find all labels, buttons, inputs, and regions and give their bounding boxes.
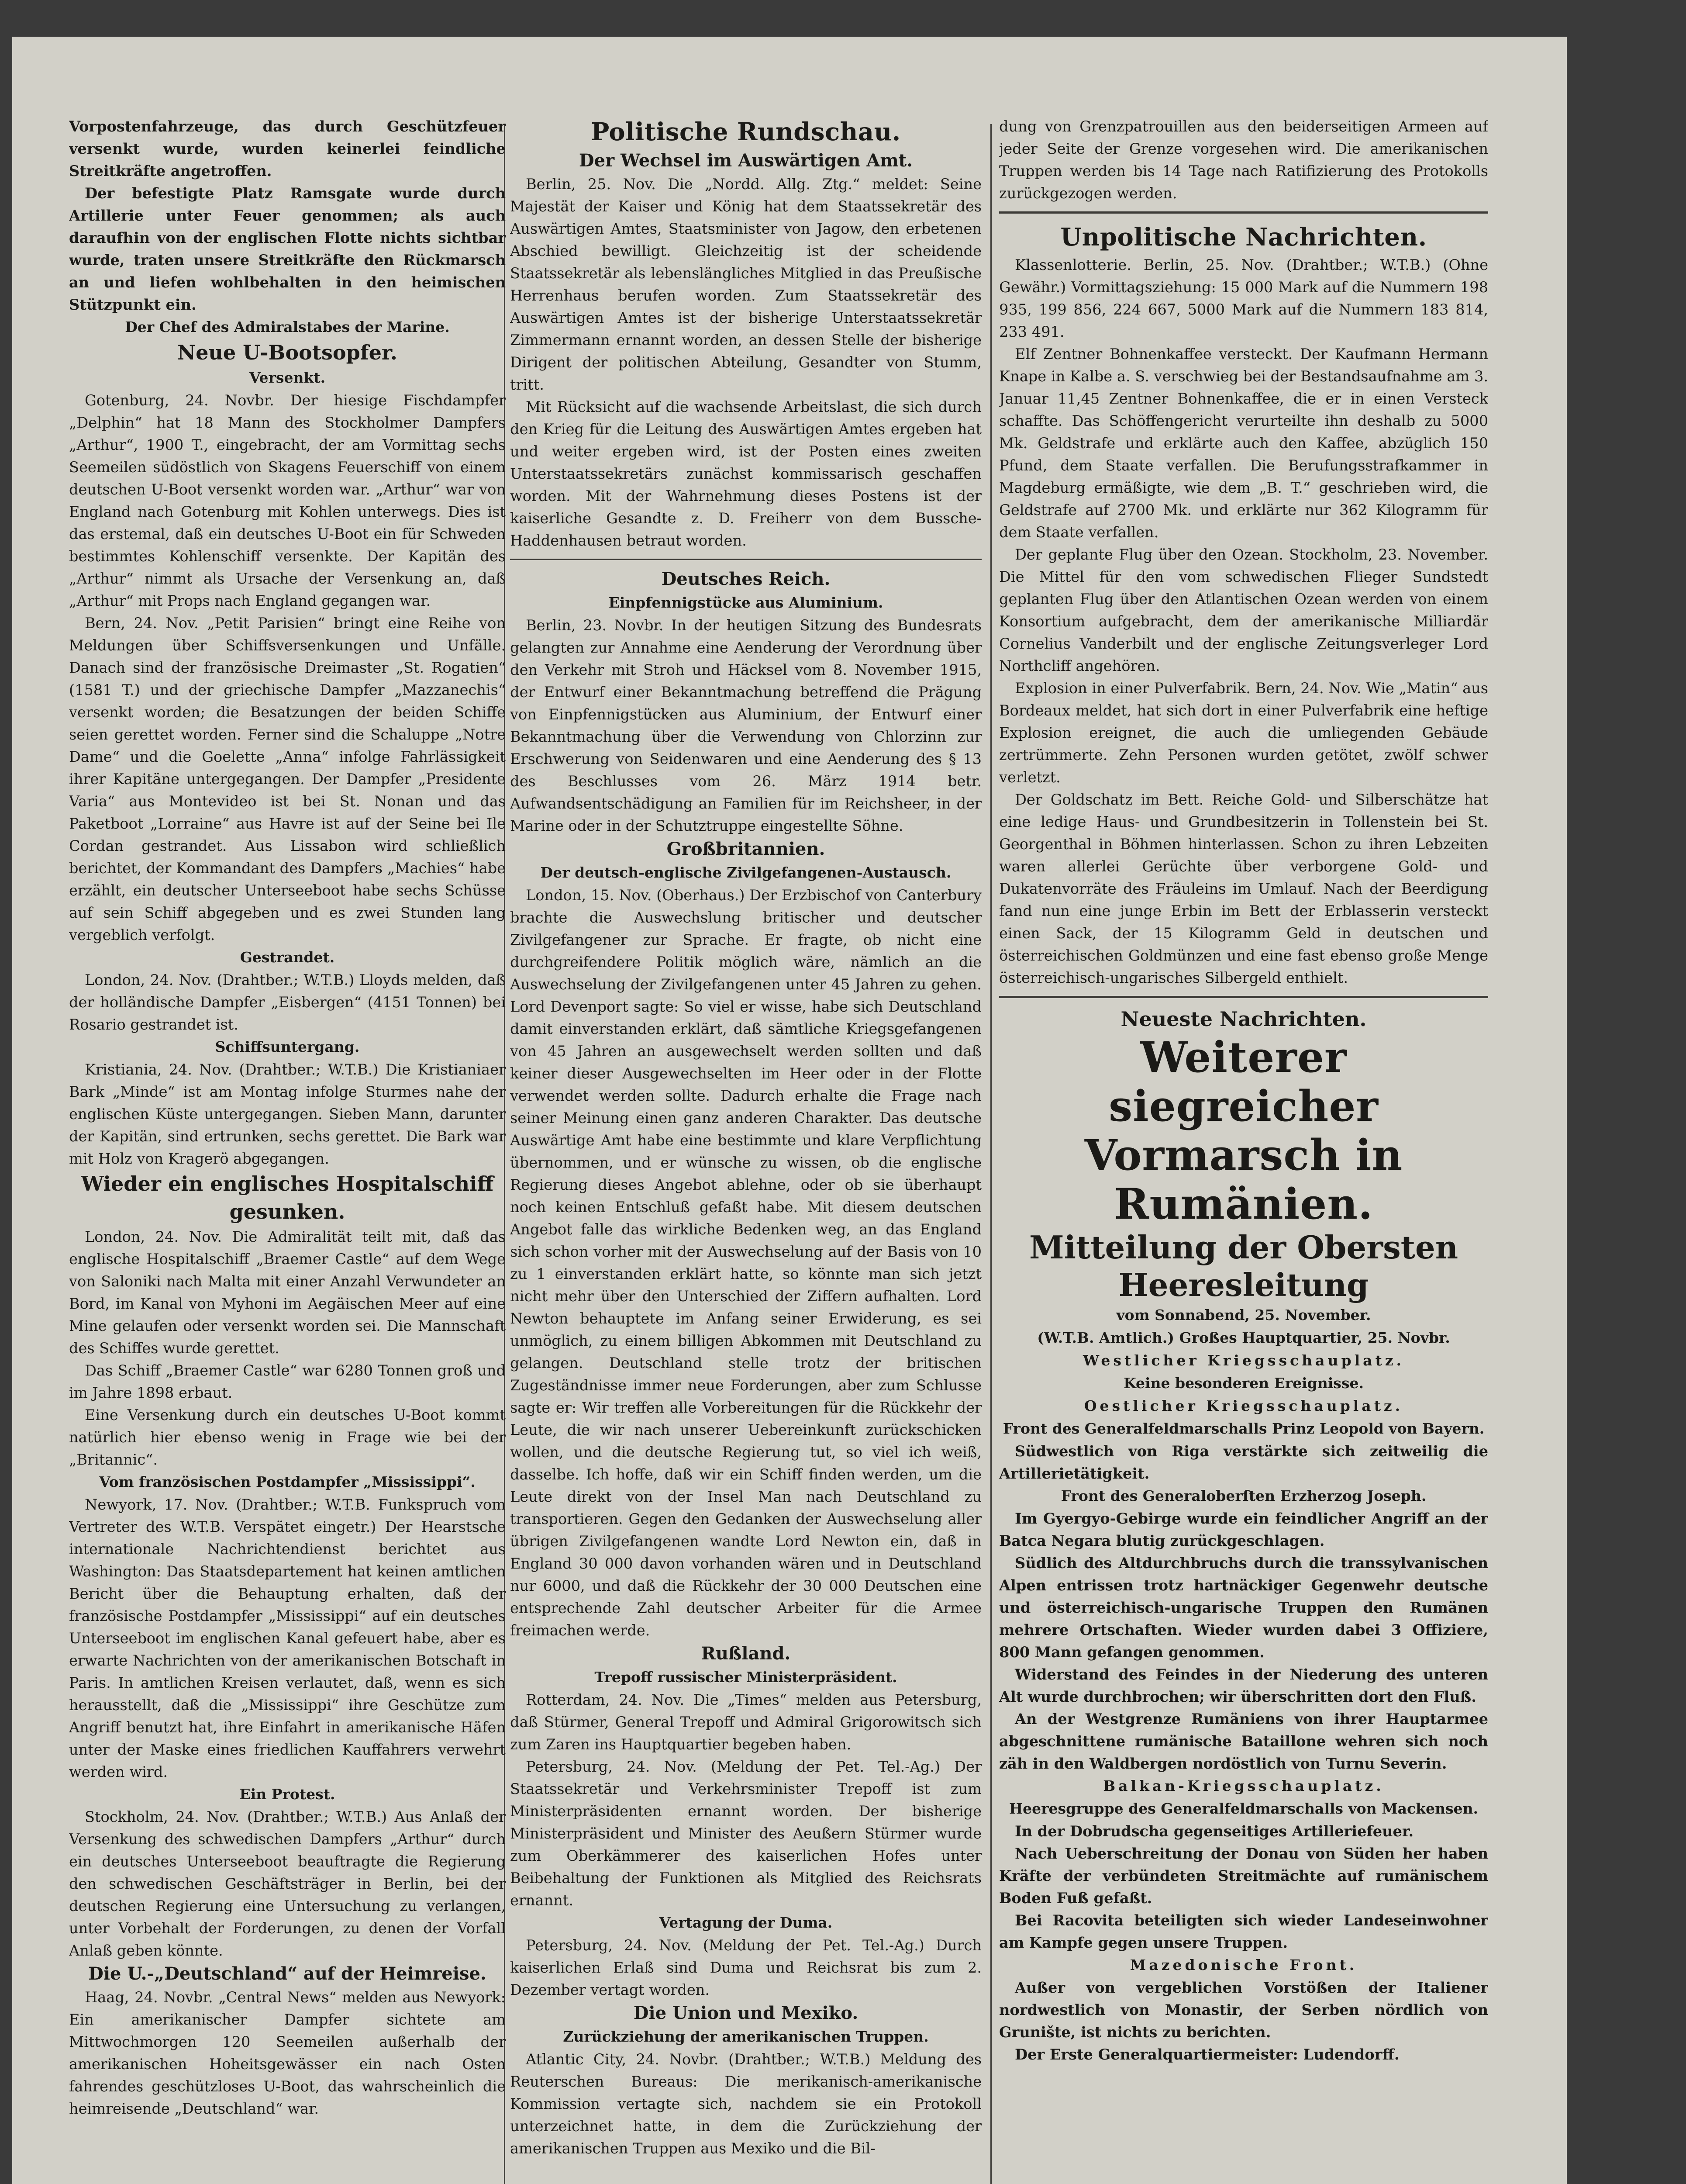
article-paragraph: Eine Versenkung durch ein deutsches U-Boot kommt natürlich hier ebenso wenig in Frage wie bei der „Britannic“. [69, 1406, 506, 1468]
section-heading: Großbritannien. [666, 839, 825, 859]
article-paragraph: Rotterdam, 24. Nov. Die „Times“ melden aus Petersburg, daß Stürmer, General Trepoff und Admiral Grigorowitsch sich zum Zaren ins Hauptquartier begeben haben. [510, 1691, 982, 1753]
article-paragraph: London, 24. Nov. (Drahtber.; W.T.B.) Lloyds melden, daß der holländische Dampfer „Eisbergen“ (4151 Tonnen) bei Rosario gestrandet ist. [69, 971, 506, 1033]
report-paragraph: Südlich des Altdurchbruchs durch die transsylvanischen Alpen entrissen trotz hartnäckiger Gegenwehr deutsche und österreichisch-ungarische Truppen den Rumänen mehrere Ortschaften. Wieder wurden dabei 3 Offiziere, 800 Mann gefangen genommen. [999, 1554, 1488, 1661]
article-paragraph: Der befestigte Platz Ramsgate wurde durch Artillerie unter Feuer genommen; als auch daraufhin von der englischen Flotte nichts sichtbar wurde, traten unsere Streitkräfte den Rückmarsch an und liefen wohlbehalten in den heimischen Stützpunkt ein. [69, 184, 506, 313]
date-line: vom Sonnabend, 25. November. [1116, 1306, 1371, 1324]
report-paragraph: Nach Ueberschreitung der Donau von Süden her haben Kräfte der verbündeten Streitmächte auf rumänischem Boden Fuß gefaßt. [999, 1845, 1488, 1907]
article-paragraph: Gotenburg, 24. Novbr. Der hiesige Fischdampfer „Delphin“ hat 18 Mann des Stockholmer Dampfers „Arthur“, 1900 T., eingebracht, der am Vormittag sechs Seemeilen südöstlich von Skagens Feuerschiff von einem deutschen U-Boot versenkt worden war. „Arthur“ war von England nach Gotenburg mit Kohlen unterwegs. Dies ist das erstemal, daß ein deutsches U-Boot ein für Schweden bestimmtes Kohlenschiff versenkte. Der Kapitän des „Arthur“ nimmt als Ursache der Versenkung an, daß „Arthur“ mit Props nach England gegangen war. [69, 392, 506, 609]
article-paragraph: London, 24. Nov. Die Admiralität teilt mit, daß das englische Hospitalschiff „Braemer Castle“ auf dem Wege von Saloniki nach Malta mit einer Anzahl Verwundeter an Bord, im Kanal von Myhoni im Aegäischen Meer auf eine Mine gelaufen oder versenkt worden sei. Die Mannschaft des Schiffes wurde gerettet. [69, 1228, 506, 1357]
subheading: Gestrandet. [240, 949, 335, 966]
subheading: Mazedonische Front. [1130, 1956, 1358, 1973]
section-heading: Wieder ein englisches Hospitalschiff gesunken. [81, 1172, 494, 1223]
subheading: Front des Generaloberſten Erzherzog Joseph. [1061, 1487, 1427, 1504]
subheading: Heeresgruppe des Generalfeldmarschalls von Mackensen. [1009, 1800, 1479, 1817]
article-paragraph: Elf Zentner Bohnenkaffee versteckt. Der Kaufmann Hermann Knape in Kalbe a. S. verschwieg bei der Bestandsaufnahme am 3. Januar 11,45 Zentner Bohnenkaffee, die er in einen Versteck schaffte. Das Schöffengericht verurteilte ihn deshalb zu 5000 Mk. Geldstrafe und erklärte auch den Kaffee, abzüglich 150 Pfund, dem Staate verfallen. Die Berufungsstrafkammer in Magdeburg ermäßigte, wie dem „B. T.“ geschrieben wird, die Geldstrafe auf 2700 Mk. und erklärte nur 362 Kilogramm für dem Staate verfallen. [999, 346, 1488, 541]
report-paragraph: Südwestlich von Riga verstärkte sich zeitweilig die Artillerietätigkeit. [999, 1442, 1488, 1482]
divider [510, 559, 982, 560]
subheading: Oestlicher Kriegsschauplatz. [1084, 1397, 1403, 1414]
signature: Der Erste Generalquartiermeister: Ludendorff. [1015, 2046, 1400, 2063]
dateline: (W.T.B. Amtlich.) Großes Hauptquartier, 25. Novbr. [1037, 1329, 1450, 1346]
article-paragraph: Newyork, 17. Nov. (Drahtber.; W.T.B. Funkspruch vom Vertreter des W.T.B. Verspätet eingetr.) Der Hearstsche internationale Nachrichtendienst berichtet aus Washington: Das Staatsdepartement hat keinen amtlichen Bericht über die Behauptung erhalten, daß der französische Postdampfer „Mississippi“ auf ein deutsches Unterseeboot im englischen Kanal gefeuert habe, aber es erwarte Nachrichten von der amerikanischen Botschaft in Paris. In amtlichen Kreisen verlautet, daß, wenn es sich herausstellt, daß die „Mississippi“ ihre Geschütze zum Angriff benutzt hat, ihre Einfahrt in amerikanische Häfen unter der Maske eines friedlichen Kauffahrers verwehrt werden wird. [69, 1496, 506, 1780]
column-left [69, 115, 506, 2120]
subheading: Schiffsuntergang. [215, 1038, 360, 1055]
subheading: Westlicher Kriegsschauplatz. [1083, 1352, 1404, 1369]
article-paragraph: Klassenlotterie. Berlin, 25. Nov. (Drahtber.; W.T.B.) (Ohne Gewähr.) Vormittagsziehung: 15 000 Mark auf die Nummern 198 935, 199 856, 224 667, 5000 Mark auf die Nummern 183 814, 233 491. [999, 256, 1488, 340]
article-paragraph: Vorpostenfahrzeuge, das durch Geschützfeuer versenkt wurde, wurden keinerlei feindliche Streitkräfte angetroffen. [69, 117, 506, 180]
subheading: Balkan-Kriegsschauplatz. [1103, 1777, 1384, 1794]
section-heading: Politische Rundschau. [591, 117, 901, 146]
article-paragraph: Das Schiff „Braemer Castle“ war 6280 Tonnen groß und im Jahre 1898 erbaut. [69, 1362, 506, 1401]
divider [999, 211, 1488, 214]
report-paragraph: In der Dobrudscha gegenseitiges Artilleriefeuer. [1015, 1822, 1414, 1840]
report-paragraph: An der Westgrenze Rumäniens von ihrer Hauptarmee abgeschnittene rumänische Bataillone wehren sich noch zäh in den Waldbergen nordöstlich von Turnu Severin. [999, 1710, 1488, 1772]
section-heading: Neue U-Bootsopfer. [177, 341, 397, 364]
section-heading: Unpolitische Nachrichten. [1060, 223, 1427, 252]
section-heading: Rußland. [701, 1643, 791, 1664]
subheading: Der deutsch-englische Zivilgefangenen-Austausch. [540, 864, 952, 881]
article-paragraph: Stockholm, 24. Nov. (Drahtber.; W.T.B.) Aus Anlaß der Versenkung des schwedischen Dampfers „Arthur“ durch ein deutsches Unterseeboot beauftragte die Regierung den schwedischen Geschäftsträger in Berlin, bei der deutschen Regierung eine Untersuchung zu verlangen, unter Vorbehalt der Forderungen, zu denen der Vorfall Anlaß geben könnte. [69, 1808, 506, 1959]
article-paragraph: Der geplante Flug über den Ozean. Stockholm, 23. November. Die Mittel für den vom schwedischen Flieger Sundstedt geplanten Flug über den Atlantischen Ozean werden von einem Konsortium aufgebracht, dem der amerikanische Milliardär Cornelius Vanderbilt und der englische Zeitungsverleger Lord Northcliff angehören. [999, 546, 1488, 674]
subheading: Versenkt. [249, 369, 326, 386]
article-paragraph: Petersburg, 24. Nov. (Meldung der Pet. Tel.-Ag.) Der Staatssekretär und Verkehrsminister Trepoff ist zum Ministerpräsidenten ernannt worden. Der bisherige Ministerpräsident und Minister des Aeußern Stürmer wurde zum Oberkämmerer des kaiserlichen Hofes unter Beibehaltung der Funktionen als Mitglied des Reichsrats ernannt. [510, 1758, 982, 1909]
report-paragraph: Im Gyergyo-Gebirge wurde ein feindlicher Angriff an der Batca Negara blutig zurückgeschlagen. [999, 1510, 1488, 1549]
newspaper-page [12, 37, 1567, 2184]
article-paragraph: Petersburg, 24. Nov. (Meldung der Pet. Tel.-Ag.) Durch kaiserlichen Erlaß sind Duma und Reichsrat bis zum 2. Dezember vertagt worden. [510, 1937, 982, 1998]
subheading: Zurückziehung der amerikanischen Truppen. [563, 2028, 929, 2045]
column-right [999, 115, 1488, 2066]
section-heading: Der Wechsel im Auswärtigen Amt. [579, 150, 913, 171]
section-heading: Die U.-„Deutschland“ auf der Heimreise. [88, 1963, 486, 1984]
subheading: Trepoff russischer Ministerpräsident. [594, 1669, 897, 1686]
article-paragraph: Haag, 24. Novbr. „Central News“ melden aus Newyork: Ein amerikanischer Dampfer sichtete am Mittwochmorgen 120 Seemeilen außerhalb der amerikanischen Hoheitsgewässer ein nach Osten fahrendes geschützloses U-Boot, das wahrscheinlich die heimreisende „Deutschland“ war. [69, 1989, 506, 2117]
section-heading: Neueste Nachrichten. [1121, 1007, 1367, 1031]
subheading: Vertagung der Duma. [659, 1914, 833, 1931]
report-paragraph: Bei Racovita beteiligten sich wieder Landeseinwohner am Kampfe gegen unsere Truppen. [999, 1911, 1488, 1951]
subheading: Front des Generalfeldmarschalls Prinz Leopold von Bayern. [1003, 1420, 1485, 1437]
subheading: Einpfennigstücke aus Aluminium. [608, 594, 883, 611]
subheading: Vom französischen Postdampfer „Mississippi“. [99, 1473, 476, 1490]
article-paragraph: Mit Rücksicht auf die wachsende Arbeitslast, die sich durch den Krieg für die Leitung des Auswärtigen Amtes ergeben hat und weiter ergeben wird, ist der Posten eines zweiten Unterstaatssekretärs zunächst kommissarisch geschaffen worden. Mit der Wahrnehmung dieses Postens ist der kaiserliche Gesandte z. D. Freiherr von dem Bussche-Haddenhausen betraut worden. [510, 398, 982, 549]
article-paragraph: dung von Grenzpatrouillen aus den beiderseitigen Armeen auf jeder Seite der Grenze vorgesehen wird. Die amerikanischen Truppen werden bis 14 Tage nach Ratifizierung des Protokolls zurückgezogen werden. [999, 118, 1488, 202]
divider [999, 996, 1488, 998]
article-paragraph: Der Goldschatz im Bett. Reiche Gold- und Silberschätze hat eine ledige Haus- und Grundbesitzerin in Tollenstein bei St. Georgenthal in Böhmen hinterlassen. Schon zu ihren Lebzeiten waren allerlei Gerüchte über verborgene Gold- und Dukatenvorräte des Fräuleins im Umlauf. Nach der Beerdigung fand nun eine junge Erbin im Bett der Erblasserin versteckt einen Sack, der 15 Kilogramm Geld in deutschen und österreichischen Goldmünzen und eine fast ebenso große Menge österreichisch-ungarisches Silbergeld enthielt. [999, 791, 1488, 986]
article-paragraph: London, 15. Nov. (Oberhaus.) Der Erzbischof von Canterbury brachte die Auswechslung britischer und deutscher Zivilgefangener zur Sprache. Er fragte, ob nicht eine durchgreifendere Politik möglich wäre, nämlich an die Auswechselung der Zivilgefangenen unter 45 Jahren zu gehen. Lord Devenport sagte: So viel er wisse, habe sich Deutschland damit einverstanden erklärt, daß sämtliche Kriegsgefangenen von 45 Jahren an ausgewechselt werden sollten und daß keiner dieser Ausgewechselten im Heer oder in der Flotte verwendet werden sollte. Dadurch erhalte die Frage nach seiner Meinung einen ganz anderen Charakter. Das deutsche Auswärtige Amt habe eine bestimmte und klare Verpflichtung übernommen, und er wünsche zu wissen, ob die englische Regierung dieses Angebot ablehne, oder ob sie überhaupt noch keinen Entschluß gefaßt habe. Mit diesem deutschen Angebot falle das wirkliche Bedenken weg, an das England sich schon vorher mit der Auswechselung auf der Basis von 10 zu 1 einverstanden erklärt hatte, so könnte man sich jetzt nicht mehr über den Unterschied der Ziffern aufhalten. Lord Newton behauptete im Anfang seiner Erwiderung, es sei unmöglich, zu einem billigen Abkommen mit Deutschland zu gelangen. Deutschland stelle trotz der britischen Zugeständnisse immer neue Forderungen, aber zum Schlusse sagte er: Wir treffen alle Vorbereitungen für die Rückkehr der Leute, die wir nach unserer Uebereinkunft zurückschicken wollen, und die deutsche Regierung tut, so viel ich weiß, dasselbe. Ich hoffe, daß wir ein Schiff finden werden, um die Leute direkt von der Insel Man nach Deutschland zu transportieren. Gegen den Gedanken der Auswechselung aller übrigen Zivilgefangenen wandte Lord Newton ein, daß in England 30 000 davon vorhanden wären und in Deutschland nur 6000, und daß die Rückkehr der 30 000 Deutschen eine entsprechende Zahl deutscher Arbeiter für die Armee freimachen werde. [510, 887, 982, 1639]
article-paragraph: Berlin, 25. Nov. Die „Nordd. Allg. Ztg.“ meldet: Seine Majestät der Kaiser und König hat dem Staatssekretär des Auswärtigen Amtes, Staatsminister von Jagow, den erbetenen Abschied bewilligt. Gleichzeitig ist der scheidende Staatssekretär als lebenslängliches Mitglied in das Preußische Herrenhaus berufen worden. Zum Staatssekretär des Auswärtigen Amtes ist der bisherige Unterstaatssekretär Zimmermann ernannt worden, an dessen Stelle der bisherige Dirigent der politischen Abteilung, Gesandter von Stumm, tritt. [510, 176, 982, 393]
subheading: Ein Protest. [239, 1786, 335, 1803]
article-paragraph: Berlin, 23. Novbr. In der heutigen Sitzung des Bundesrats gelangten zur Annahme eine Aenderung der Verordnung über den Verkehr mit Stroh und Häcksel vom 8. November 1915, der Entwurf einer Bekanntmachung betreffend die Prägung von Einpfennigstücken aus Aluminium, der Entwurf einer Bekanntmachung über die Verwendung von Chlorzinn zur Erschwerung von Seidenwaren und eine Aenderung des § 13 des Beschlusses vom 26. März 1914 betr. Aufwandsentschädigung an Familien für im Reichsheer, in der Marine oder in der Schutztruppe eingestellte Söhne. [510, 617, 982, 834]
headline: Weiterer siegreicher Vormarsch in Rumänien. [1084, 1033, 1403, 1229]
column-rule [990, 124, 992, 2184]
article-paragraph: Kristiania, 24. Nov. (Drahtber.; W.T.B.) Die Kristianiaer Bark „Minde“ ist am Montag infolge Sturmes nahe der englischen Küste untergegangen. Sieben Mann, darunter der Kapitän, sind ertrunken, sechs gerettet. Die Bark war mit Holz von Kragerö abgegangen. [69, 1061, 506, 1167]
report-paragraph: Außer von vergeblichen Vorstößen der Italiener nordwestlich von Monastir, der Serben nördlich von Grunište, ist nichts zu berichten. [999, 1979, 1488, 2041]
report-paragraph: Widerstand des Feindes in der Niederung des unteren Alt wurde durchbrochen; wir überschritten dort den Fluß. [999, 1666, 1488, 1705]
section-heading: Deutsches Reich. [661, 569, 831, 589]
article-paragraph: Atlantic City, 24. Novbr. (Drahtber.; W.T.B.) Meldung des Reuterschen Bureaus: Die merikanisch-amerikanische Kommission vertagte sich, nachdem sie ein Protokoll unterzeichnet hatte, in dem die Zurückziehung der amerikanischen Truppen aus Mexiko und die Bil- [510, 2051, 982, 2157]
section-heading: Die Union und Mexiko. [633, 2003, 859, 2023]
article-paragraph: Explosion in einer Pulverfabrik. Bern, 24. Nov. Wie „Matin“ aus Bordeaux meldet, hat sich dort in einer Pulverfabrik eine heftige Explosion ereignet, die auch die umliegenden Gebäude zertrümmerte. Zehn Personen wurden getötet, zwölf schwer verletzt. [999, 680, 1488, 786]
column-middle [510, 115, 982, 2160]
report-text: Keine besonderen Ereignisse. [1124, 1375, 1364, 1392]
headline-sub: Mitteilung der Obersten Heeresleitung [1029, 1229, 1458, 1303]
article-paragraph: Bern, 24. Nov. „Petit Parisien“ bringt eine Reihe von Meldungen über Schiffsversenkungen und Unfälle. Danach sind der französische Dreimaster „St. Rogatien“ (1581 T.) und der griechische Dampfer „Mazzanechis“ versenkt worden; die Besatzungen der beiden Schiffe seien gerettet worden. Ferner sind die Schaluppe „Notre Dame“ und die Goelette „Anna“ infolge Fahrlässigkeit ihrer Kapitäne untergegangen. Der Dampfer „Presidente Varia“ aus Montevideo ist bei St. Nonan und das Paketboot „Lorraine“ aus Havre ist auf der Seine bei Ile Cordan gestrandet. Aus Lissabon wird schließlich berichtet, der Kommandant des Dampfers „Machies“ habe erzählt, ein deutscher Unterseeboot habe sechs Schüsse auf sein Schiff abgegeben und es zwei Stunden lang vergeblich verfolgt. [69, 615, 506, 943]
signature: Der Chef des Admiralstabes der Marine. [125, 318, 450, 335]
